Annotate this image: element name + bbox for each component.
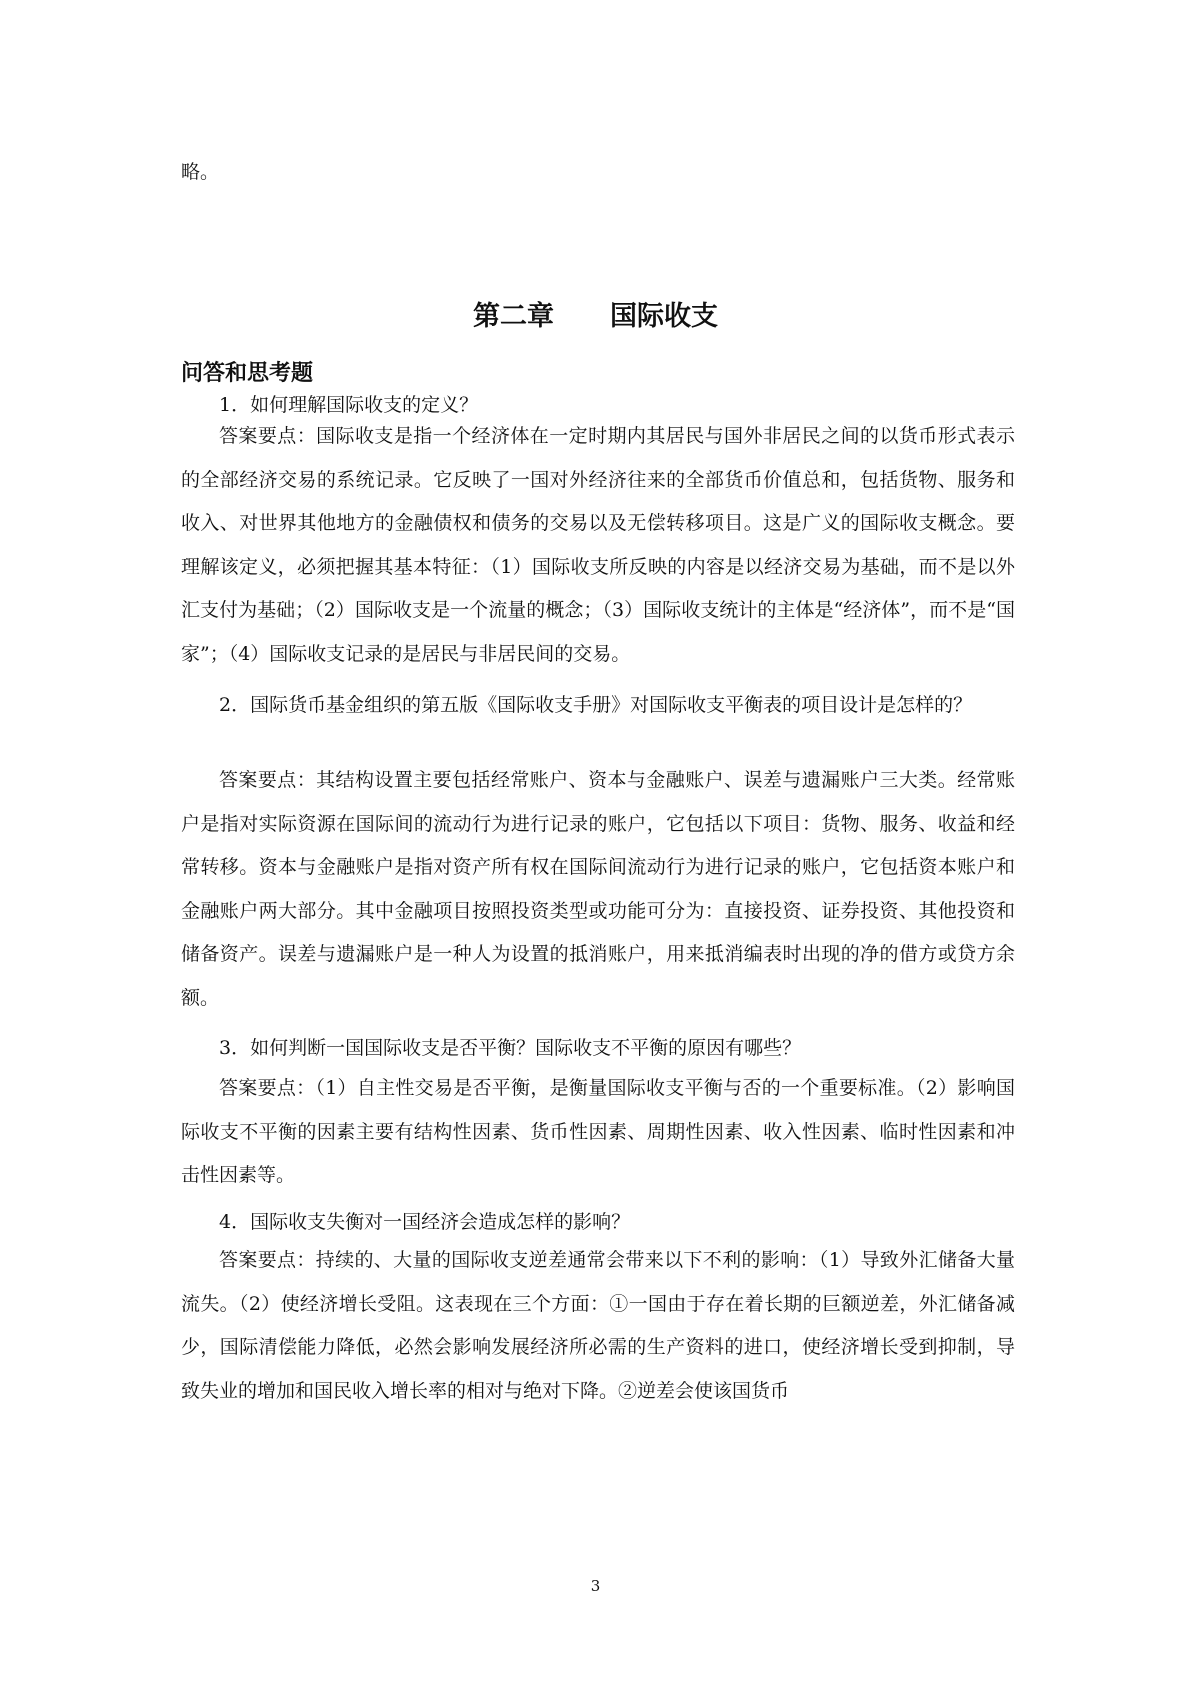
question-1: 1．如何理解国际收支的定义？ bbox=[219, 394, 479, 416]
question-2: 2．国际货币基金组织的第五版《国际收支手册》对国际收支平衡表的项目设计是怎样的？ bbox=[219, 694, 973, 716]
chapter-name: 国际收支 bbox=[610, 301, 718, 332]
page-number: 3 bbox=[590, 1577, 601, 1595]
answer-2: 答案要点：其结构设置主要包括经常账户、资本与金融账户、误差与遗漏账户三大类。经常账户是指对实际资源在国际间的流动行为进行记录的账户，它包括以下项目：货物、服务、收益和经常转移。资本与金融账户是指对资产所有权在国际间流动行为进行记录的账户，它包括资本账户和金融账户两大部分。其中金融项目按照投资类型或功能可分为：直接投资、证券投资、其他投资和储备资产。误差与遗漏账户是一种人为设置的抵消账户，用来抵消编表时出现的净的借方或贷方余额。 bbox=[181, 769, 1015, 1009]
answer-3: 答案要点：（1）自主性交易是否平衡，是衡量国际收支平衡与否的一个重要标准。（2）影响国际收支不平衡的因素主要有结构性因素、货币性因素、周期性因素、收入性因素、临时性因素和冲击性因素等。 bbox=[181, 1077, 1015, 1186]
section-heading: 问答和思考题 bbox=[181, 361, 314, 386]
answer-1: 答案要点：国际收支是指一个经济体在一定时期内其居民与国外非居民之间的以货币形式表示的全部经济交易的系统记录。它反映了一国对外经济往来的全部货币价值总和，包括货物、服务和收入、对世界其他地方的金融债权和债务的交易以及无偿转移项目。这是广义的国际收支概念。要理解该定义，必须把握其基本特征：（1）国际收支所反映的内容是以经济交易为基础，而不是以外汇支付为基础；（2）国际收支是一个流量的概念；（3）国际收支统计的主体是“经济体”，而不是“国家”；（4）国际收支记录的是居民与非居民间的交易。 bbox=[181, 425, 1015, 665]
question-3: 3．如何判断一国国际收支是否平衡？国际收支不平衡的原因有哪些？ bbox=[219, 1037, 802, 1059]
answer-4: 答案要点：持续的、大量的国际收支逆差通常会带来以下不利的影响：（1）导致外汇储备大量流失。（2）使经济增长受阻。这表现在三个方面：①一国由于存在着长期的巨额逆差，外汇储备减少，国际清偿能力降低，必然会影响发展经济所必需的生产资料的进口，使经济增长受到抑制，导致失业的增加和国民收入增长率的相对与绝对下降。②逆差会使该国货币 bbox=[181, 1249, 1015, 1402]
chapter-number: 第二章 bbox=[473, 301, 554, 332]
previous-section-tail: 略。 bbox=[181, 161, 220, 183]
chapter-title bbox=[0, 297, 1191, 337]
question-4: 4．国际收支失衡对一国经济会造成怎样的影响？ bbox=[219, 1211, 631, 1233]
